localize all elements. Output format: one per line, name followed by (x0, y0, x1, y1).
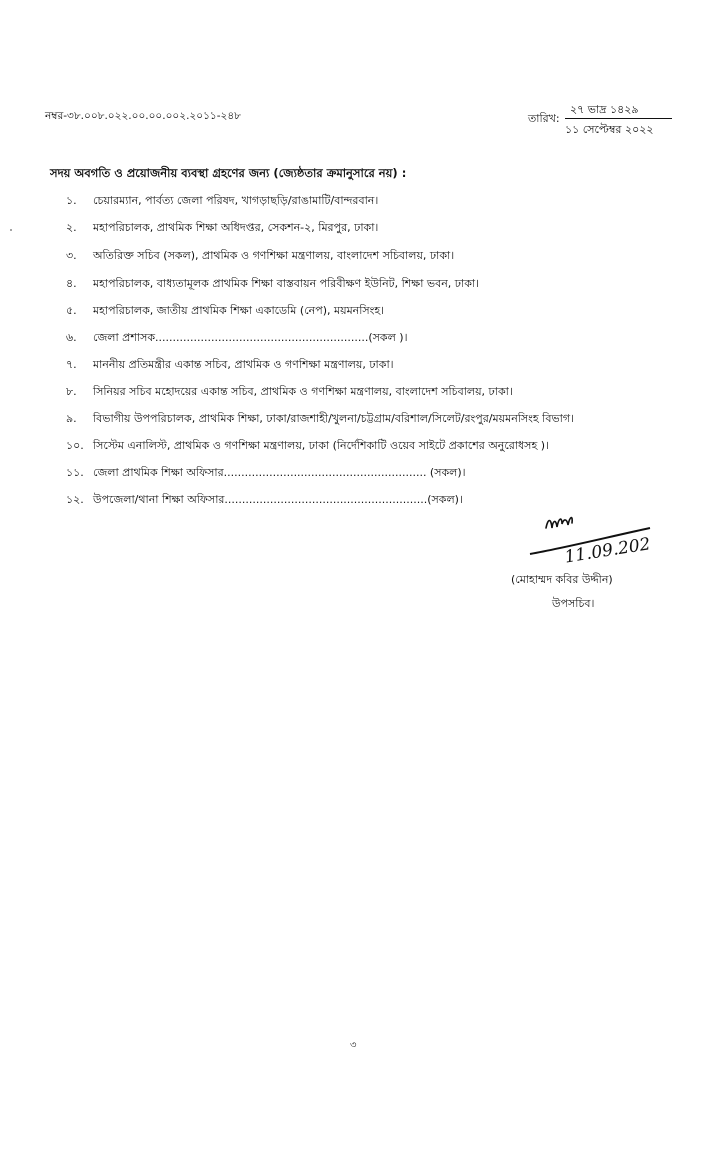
item-text: মাননীয় প্রতিমন্ত্রীর একান্ত সচিব, প্রাথমিক ও গণশিক্ষা মন্ত্রণালয়, ঢাকা। (93, 358, 394, 371)
date-label: তারিখ: (528, 112, 560, 125)
item-text: অতিরিক্ত সচিব (সকল), প্রাথমিক ও গণশিক্ষা মন্ত্রণালয়, বাংলাদেশ সচিবালয়, ঢাকা। (93, 249, 455, 262)
item-text: জেলা প্রাথমিক শিক্ষা অফিসার.......................................................... (সকল)। (93, 466, 466, 479)
item-number: ১০. (66, 439, 84, 452)
page-number: ৩ (350, 1040, 357, 1051)
item-text: মহাপরিচালক, প্রাথমিক শিক্ষা অধিদপ্তর, সেকশন-২, মিরপুর, ঢাকা। (93, 221, 379, 234)
item-number: ৭. (66, 358, 77, 371)
item-text: জেলা প্রশাসক.............................................................(সকল )। (93, 331, 408, 344)
item-number: ৩. (66, 249, 77, 262)
item-text: বিভাগীয় উপপরিচালক, প্রাথমিক শিক্ষা, ঢাকা/রাজশাহী/খুলনা/চট্টগ্রাম/বরিশাল/সিলেট/রংপুর/ময়মনসিংহ বিভাগ। (93, 412, 574, 425)
scan-dot (10, 229, 12, 231)
date-divider (565, 118, 672, 119)
item-number: ২. (66, 221, 77, 234)
item-text: উপজেলা/থানা শিক্ষা অফিসার..........................................................(সকল)। (93, 493, 463, 506)
signatory-name: (মোহাম্মদ কবির উদ্দীন) (511, 573, 613, 586)
item-number: ৮. (66, 385, 77, 398)
item-number: ৪. (66, 277, 77, 290)
signatory-title: উপসচিব। (552, 597, 595, 610)
item-number: ১. (66, 194, 77, 207)
item-number: ৯. (66, 412, 77, 425)
item-number: ১১. (66, 466, 84, 479)
item-text: সিস্টেম এনালিস্ট, প্রাথমিক ও গণশিক্ষা মন্ত্রণালয়, ঢাকা (নির্দেশিকাটি ওয়েব সাইটে প্রকাশের অনুরোধসহ )। (93, 439, 549, 452)
date-bangla: ২৭ ভাদ্র ১৪২৯ (570, 103, 639, 116)
item-number: ৫. (66, 304, 77, 317)
signature-date: 11.09.202 (563, 534, 652, 568)
item-number: ১২. (66, 493, 84, 506)
memo-number: নম্বর-৩৮.০০৮.০২২.০০.০০.০০২.২০১১-২৪৮ (45, 110, 241, 122)
item-text: সিনিয়র সচিব মহোদয়ের একান্ত সচিব, প্রাথমিক ও গণশিক্ষা মন্ত্রণালয়, বাংলাদেশ সচিবালয়, ঢাকা। (93, 385, 513, 398)
signature-scrawl (546, 518, 572, 528)
distribution-heading: সদয় অবগতি ও প্রয়োজনীয় ব্যবস্থা গ্রহণের জন্য (জ্যেষ্ঠতার ক্রমানুসারে নয়) : (50, 166, 407, 180)
item-number: ৬. (66, 331, 77, 344)
date-block (528, 101, 678, 141)
date-english: ১১ সেপ্টেম্বর ২০২২ (565, 123, 654, 136)
item-text: মহাপরিচালক, বাধ্যতামূলক প্রাথমিক শিক্ষা বাস্তবায়ন পরিবীক্ষণ ইউনিট, শিক্ষা ভবন, ঢাকা। (93, 277, 480, 290)
item-text: মহাপরিচালক, জাতীয় প্রাথমিক শিক্ষা একাডেমি (নেপ), ময়মনসিংহ। (93, 304, 385, 317)
handwritten-signature (524, 514, 654, 570)
item-text: চেয়ারম্যান, পার্বত্য জেলা পরিষদ, খাগড়াছড়ি/রাঙামাটি/বান্দরবান। (93, 194, 379, 207)
